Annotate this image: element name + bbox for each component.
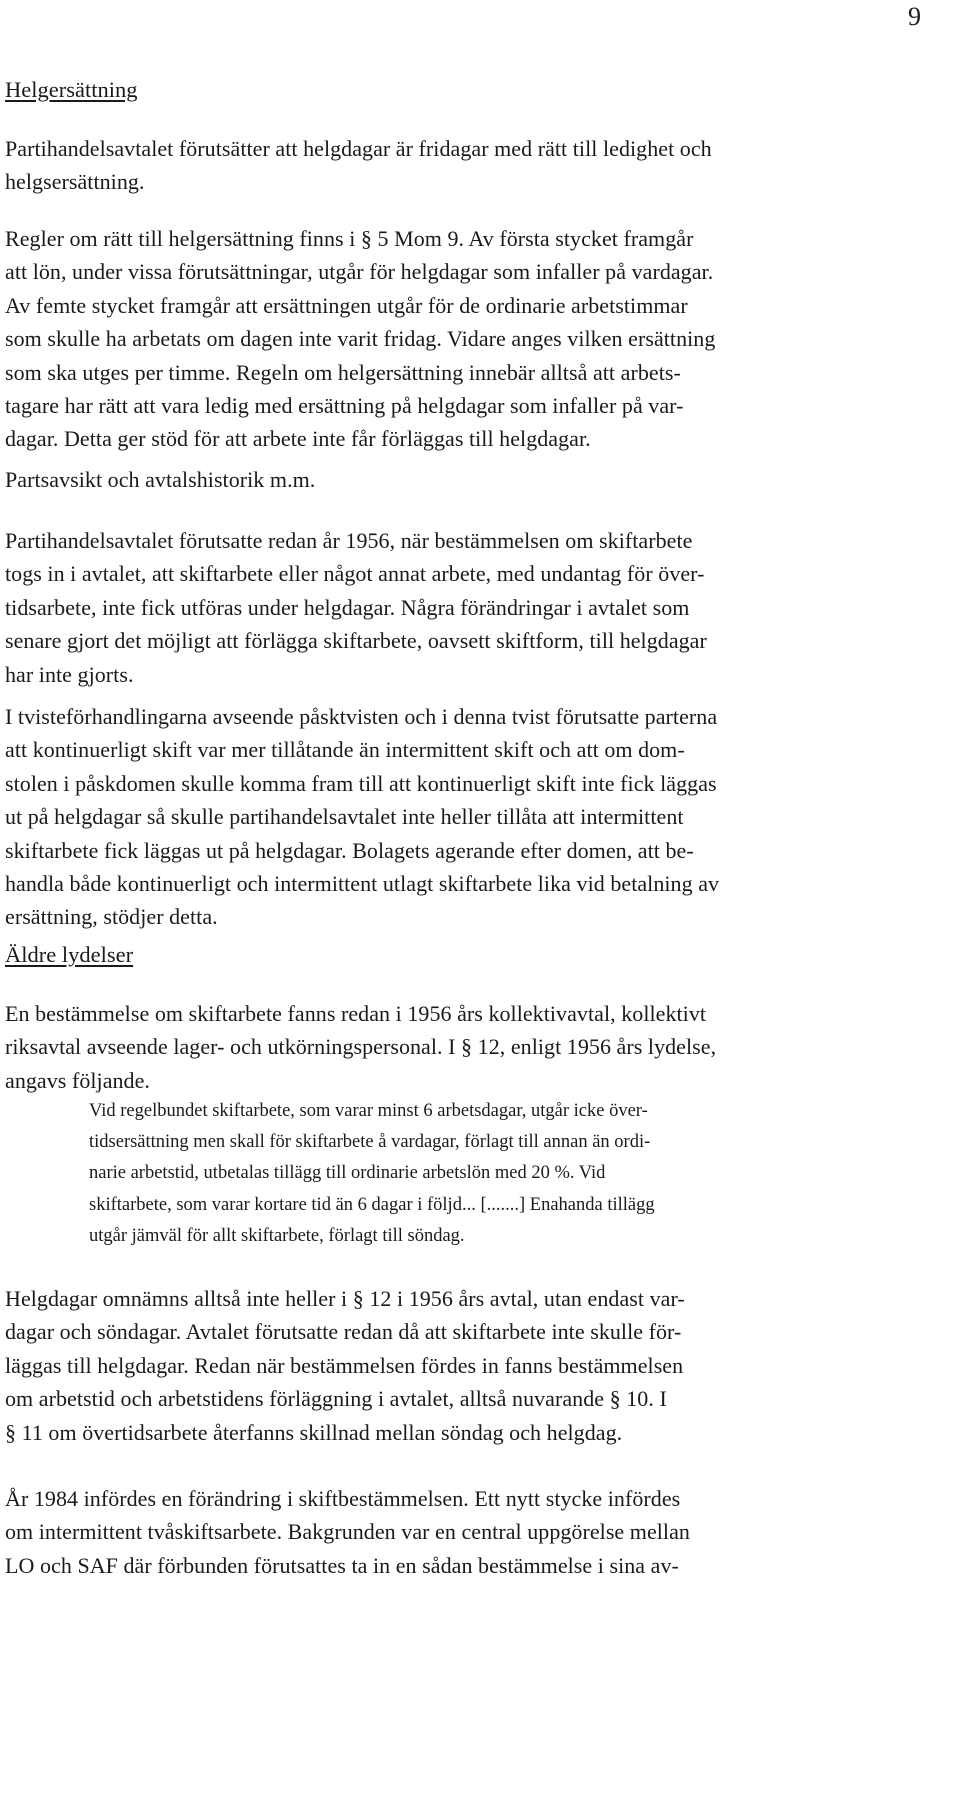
text-line: LO och SAF där förbunden förutsattes ta in en sådan bestämmelse i sina av- bbox=[5, 1552, 679, 1578]
text-line: En bestämmelse om skiftarbete fanns redan i 1956 års kollektivavtal, kollektivt bbox=[5, 1001, 707, 1026]
block-quote-1956 bbox=[89, 1096, 949, 1252]
text-line: om arbetstid och arbetstidens förläggning i avtalet, alltså nuvarande § 10. I bbox=[5, 1386, 667, 1412]
section-heading-partsavsikt: Partsavsikt och avtalshistorik m.m. bbox=[5, 467, 316, 492]
text-line: om intermittent tvåskiftsarbete. Bakgrunden var en central uppgörelse mellan bbox=[5, 1519, 690, 1545]
text-line: helgsersättning. bbox=[5, 169, 145, 195]
text-line: dagar. Detta ger stöd för att arbete inte får förläggas till helgdagar. bbox=[5, 426, 591, 452]
text-line: stolen i påskdomen skulle komma fram till att kontinuerligt skift inte fick läggas bbox=[5, 770, 717, 796]
paragraph-aldre-lydelser-1 bbox=[5, 997, 955, 1097]
paragraph-aldre-lydelser-2 bbox=[5, 1282, 955, 1449]
text-line: tidsarbete, inte fick utföras under helgdagar. Några förändringar i avtalet som bbox=[5, 594, 690, 620]
page-number: 9 bbox=[908, 2, 921, 31]
text-line: ersättning, stödjer detta. bbox=[5, 904, 218, 930]
paragraph-aldre-lydelser-3 bbox=[5, 1482, 955, 1582]
text-line: har inte gjorts. bbox=[5, 661, 134, 687]
text-line: senare gjort det möjligt att förlägga skiftarbete, oavsett skiftform, till helgdagar bbox=[5, 628, 707, 654]
text-line: Partihandelsavtalet förutsätter att helgdagar är fridagar med rätt till ledighet och bbox=[5, 136, 712, 161]
text-line: skiftarbete fick läggas ut på helgdagar. Bolagets agerande efter domen, att be- bbox=[5, 837, 694, 863]
text-line: Regler om rätt till helgersättning finns i § 5 Mom 9. Av första stycket framgår bbox=[5, 226, 694, 251]
text-line: togs in i avtalet, att skiftarbete eller något annat arbete, med undantag för över- bbox=[5, 561, 705, 587]
section-heading-aldre-lydelser: Äldre lydelser bbox=[5, 942, 134, 967]
text-line: läggas till helgdagar. Redan när bestämmelsen fördes in fanns bestämmelsen bbox=[5, 1352, 684, 1378]
text-line: Partihandelsavtalet förutsatte redan år 1956, när bestämmelsen om skiftarbete bbox=[5, 528, 693, 553]
paragraph-partsavsikt-1 bbox=[5, 524, 955, 691]
paragraph-helgersattning-body bbox=[5, 222, 955, 456]
text-line: ut på helgdagar så skulle partihandelsavtalet inte heller tillåta att intermittent bbox=[5, 804, 684, 830]
quote-line: Vid regelbundet skiftarbete, som varar minst 6 arbetsdagar, utgår icke över- bbox=[89, 1101, 648, 1121]
quote-line: narie arbetstid, utbetalas tillägg till ordinarie arbetslön med 20 %. Vid bbox=[89, 1163, 606, 1184]
text-line: handla både kontinuerligt och intermittent utlagt skiftarbete lika vid betalning av bbox=[5, 871, 720, 897]
text-line: dagar och söndagar. Avtalet förutsatte redan då att skiftarbete inte skulle för- bbox=[5, 1319, 682, 1345]
text-line: angavs följande. bbox=[5, 1067, 150, 1093]
paragraph-helgersattning-intro bbox=[5, 132, 955, 199]
section-heading-helgersattning: Helgersättning bbox=[5, 77, 138, 102]
paragraph-partsavsikt-2 bbox=[5, 700, 955, 934]
text-line: Helgdagar omnämns alltså inte heller i § 12 i 1956 års avtal, utan endast var- bbox=[5, 1286, 685, 1311]
text-line: att kontinuerligt skift var mer tillåtande än intermittent skift och att om dom- bbox=[5, 737, 685, 763]
text-line: att lön, under vissa förutsättningar, utgår för helgdagar som infaller på vardagar. bbox=[5, 259, 714, 285]
text-line: Av femte stycket framgår att ersättningen utgår för de ordinarie arbetstimmar bbox=[5, 292, 688, 318]
text-line: tagare har rätt att vara ledig med ersättning på helgdagar som infaller på var- bbox=[5, 393, 684, 419]
text-line: riksavtal avseende lager- och utkörningspersonal. I § 12, enligt 1956 års lydelse, bbox=[5, 1034, 717, 1060]
text-line: som ska utges per timme. Regeln om helgersättning innebär alltså att arbets- bbox=[5, 359, 681, 385]
text-line: § 11 om övertidsarbete återfanns skillnad mellan söndag och helgdag. bbox=[5, 1419, 623, 1445]
text-line: År 1984 infördes en förändring i skiftbestämmelsen. Ett nytt stycke infördes bbox=[5, 1486, 681, 1511]
quote-line: tidsersättning men skall för skiftarbete å vardagar, förlagt till annan än ordi- bbox=[89, 1132, 651, 1153]
text-line: I tvisteförhandlingarna avseende påsktvisten och i denna tvist förutsatte parterna bbox=[5, 704, 718, 729]
quote-line: utgår jämväl för allt skiftarbete, förlagt till söndag. bbox=[89, 1225, 465, 1246]
text-line: som skulle ha arbetats om dagen inte varit fridag. Vidare anges vilken ersättning bbox=[5, 326, 716, 352]
quote-line: skiftarbete, som varar kortare tid än 6 dagar i följd... [.......] Enahanda tillägg bbox=[89, 1194, 655, 1215]
